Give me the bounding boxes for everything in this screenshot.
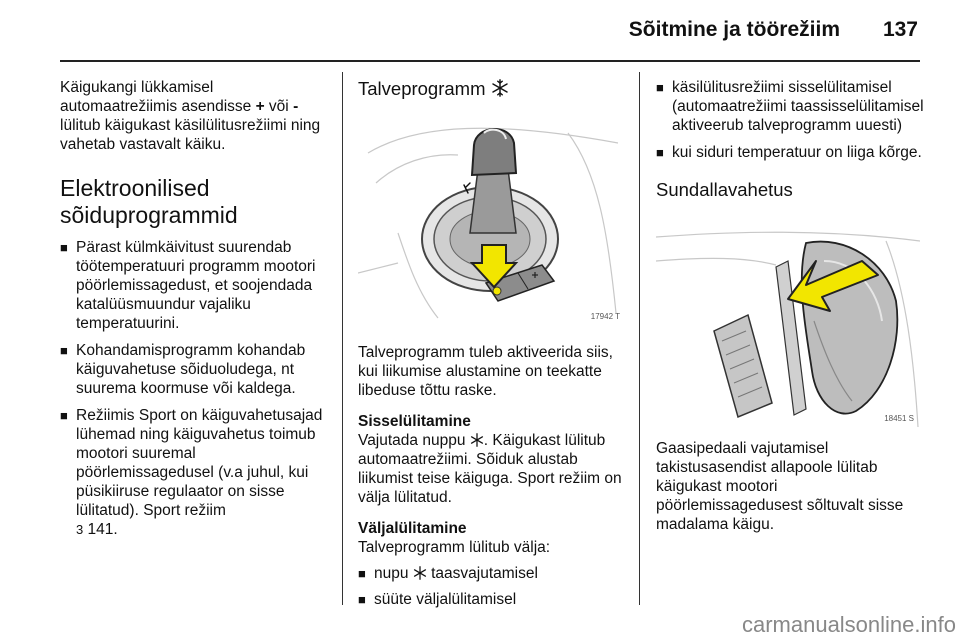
figure-code: 18451 S (884, 414, 914, 423)
page-header (60, 18, 920, 48)
bullet-icon: ■ (656, 80, 664, 95)
bullet-icon: ■ (358, 566, 366, 581)
activation-text-2: . Käigukast lülitub automaatrežiimi. Sõiduk alustab liikumist teise käiguga. Sport režiim on välja lülitatud. (358, 432, 622, 506)
list-item-text: süüte väljalülitamisel (374, 591, 517, 608)
list-item (60, 406, 332, 539)
page-reference-arrow-icon: 3 (76, 522, 84, 537)
minus-sign: - (293, 98, 299, 115)
figure-code: 17942 T (590, 312, 620, 321)
bullet-icon: ■ (60, 240, 68, 255)
subheading-deactivation: Väljalülitamine (358, 520, 467, 537)
list-item-text: nupu (374, 565, 413, 582)
watermark-text[interactable]: carmanualsonline.info (741, 612, 956, 637)
section-heading-electronic-programs: Elektroonilised sõiduprogrammid (60, 175, 238, 228)
gear-selector-illustration (358, 113, 626, 325)
winter-program-description: Talveprogramm tuleb aktiveerida siis, kui liikumise alustamine on teekatte libeduse tõttu raske. (358, 344, 613, 399)
deactivation-paragraph: Talveprogramm lülitub välja: (358, 539, 551, 556)
snowflake-icon (470, 433, 484, 447)
kickdown-paragraph: Gaasipedaali vajutamisel takistusasendist allapoole lülitab käigukast mootori pöörlemissagedusest sõltuvalt sisse madalama käigu. (656, 440, 904, 533)
activation-paragraph (358, 431, 626, 507)
column-right (656, 72, 926, 534)
header-rule (60, 60, 920, 62)
program-list (60, 238, 332, 539)
deactivation-list (358, 564, 626, 609)
column-divider-2 (639, 72, 640, 605)
section-heading-winter-program (358, 78, 626, 100)
intro-text-2: või (264, 98, 294, 115)
activation-text-1: Vajutada nuppu (358, 432, 470, 449)
bullet-icon: ■ (60, 408, 68, 423)
list-item-text: taasvajutamisel (426, 565, 538, 582)
snowflake-icon (413, 566, 427, 580)
intro-text-1: Käigukangi lükkamisel automaatrežiimis asendisse (60, 79, 256, 115)
plus-sign: + (255, 98, 265, 115)
list-item (358, 590, 626, 609)
heading-text: Talveprogramm (358, 78, 486, 99)
list-item-text: käsilülitusrežiimi sisselülitamisel (automaatrežiimi taassisselülitamisel aktiveerub talveprogramm uuesti) (672, 79, 924, 134)
list-item (656, 78, 926, 135)
list-item-text: kui siduri temperatuur on liiga kõrge. (672, 144, 922, 161)
column-left (60, 72, 332, 539)
snowflake-icon (491, 79, 509, 97)
page-title: Sõitmine ja töörežiim (628, 18, 840, 41)
list-item (656, 143, 926, 162)
section-heading-kickdown: Sundallavahetus (656, 179, 793, 200)
page-number: 137 (882, 18, 918, 41)
list-item (60, 341, 332, 398)
column-middle (358, 72, 626, 609)
list-item-text: Režiimis Sport on käiguvahetusajad lühemad ning käiguvahetus toimub mootori suuremal pöörlemissagedusel (v.a juhul, kui püsikiiruse regulaator on sisse lülitatud). Sport režiim (76, 407, 323, 519)
deactivation-list-continued (656, 78, 926, 162)
bullet-icon: ■ (60, 343, 68, 358)
intro-paragraph (60, 78, 332, 154)
list-item-text: Kohandamisprogramm kohandab käiguvahetuse sõiduoludega, nt suurema koormuse või kaldega. (76, 342, 306, 397)
column-divider-1 (342, 72, 343, 605)
subheading-activation: Sisselülitamine (358, 413, 471, 430)
page-reference[interactable]: 141. (87, 521, 118, 538)
list-item (60, 238, 332, 333)
intro-text-3: lülitub käigukast käsilülitusrežiimi ning vahetab vastavalt käiku. (60, 117, 321, 153)
list-item-text: Pärast külmkäivitust suurendab töötemperatuuri programm mootori pöörlemissagedust, et soojendada katalüüsmuundur vajaliku temperatuurini. (76, 239, 316, 332)
bullet-icon: ■ (358, 592, 366, 607)
bullet-icon: ■ (656, 145, 664, 160)
list-item (358, 564, 626, 583)
pedal-illustration (656, 221, 920, 427)
